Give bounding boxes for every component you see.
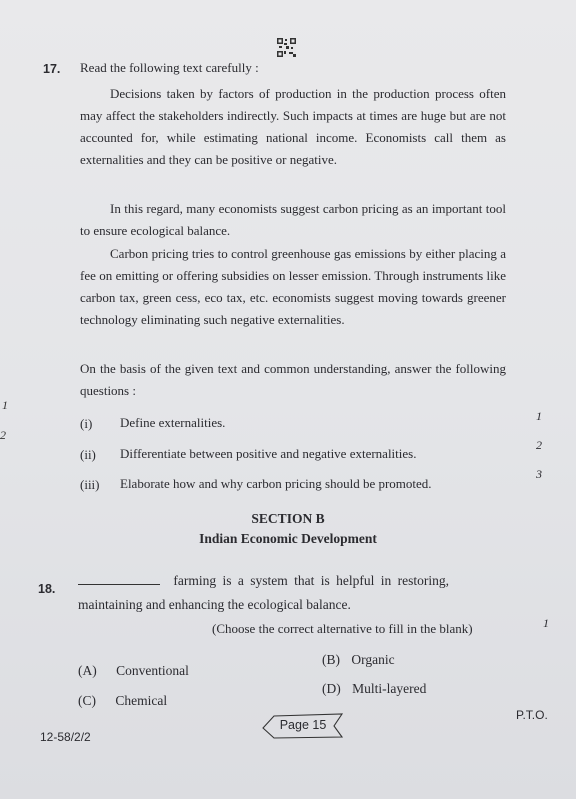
option-d — [322, 681, 426, 697]
question-17-intro: Read the following text carefully : — [80, 60, 259, 75]
subquestion-i-text: Define externalities. — [120, 415, 226, 430]
margin-mark-2: 2 — [0, 428, 6, 442]
question-17-prompt — [80, 358, 506, 402]
passage-paragraph-2 — [80, 198, 506, 242]
passage-text-1: Decisions taken by factors of production in the production process often may affect the stakeholders indirectly. Such impacts at times are huge but are not accounted for, while estimating national income. Economists call them as externalities and they can be positive or negative. — [80, 86, 506, 167]
paper-code: 12-58/2/2 — [40, 730, 91, 744]
option-b-label: (B) — [322, 652, 340, 667]
page-number-tag — [262, 713, 344, 739]
subquestion-iii-text: Elaborate how and why carbon pricing should be promoted. — [120, 476, 432, 491]
question-18-line2: maintaining and enhancing the ecological balance. — [78, 597, 351, 612]
option-a — [78, 663, 189, 679]
option-c — [78, 693, 167, 709]
option-c-text: Chemical — [115, 693, 168, 708]
prompt-text: On the basis of the given text and common understanding, answer the following questions : — [80, 361, 506, 398]
option-a-label: (A) — [78, 663, 97, 678]
option-d-text: Multi-layered — [352, 681, 427, 696]
qr-code-icon — [277, 38, 296, 57]
margin-mark-1: 1 — [2, 398, 8, 412]
section-title: SECTION B — [251, 511, 325, 526]
option-a-text: Conventional — [116, 663, 189, 678]
subquestion-iii-marks: 3 — [536, 467, 542, 481]
section-subtitle: Indian Economic Development — [199, 531, 377, 546]
passage-text-2: In this regard, many economists suggest carbon pricing as an important tool to ensure ecological balance. — [80, 201, 506, 238]
fill-blank — [78, 584, 160, 585]
option-d-label: (D) — [322, 681, 341, 696]
subquestion-ii-marks: 2 — [536, 438, 542, 452]
subquestion-ii-text: Differentiate between positive and negative externalities. — [120, 446, 417, 461]
question-18-line1 — [78, 573, 449, 589]
passage-text-3: Carbon pricing tries to control greenhouse gas emissions by either placing a fee on emitting or offering subsidies on lesser emission. Through instruments like carbon tax, green cess, eco tax, etc. economists suggest moving towards greener technology eliminating such negative externalities. — [80, 246, 506, 327]
subquestion-i-label: (i) — [80, 416, 93, 431]
passage-paragraph-3 — [80, 243, 506, 331]
subquestion-ii-label: (ii) — [80, 447, 96, 462]
subquestion-iii-label: (iii) — [80, 477, 100, 492]
option-b — [322, 652, 395, 668]
question-18-line1-text: farming is a system that is helpful in restoring, — [173, 573, 449, 588]
option-c-label: (C) — [78, 693, 96, 708]
page-number: Page 15 — [279, 718, 327, 732]
passage-paragraph-1 — [80, 83, 506, 171]
question-17-number: 17. — [43, 62, 61, 76]
subquestion-i-marks: 1 — [536, 409, 542, 423]
question-18-marks: 1 — [543, 616, 549, 630]
option-b-text: Organic — [351, 652, 395, 667]
question-18-instruction: (Choose the correct alternative to fill in the blank) — [212, 621, 473, 636]
question-18-number: 18. — [38, 582, 56, 596]
pto-label: P.T.O. — [516, 708, 548, 722]
